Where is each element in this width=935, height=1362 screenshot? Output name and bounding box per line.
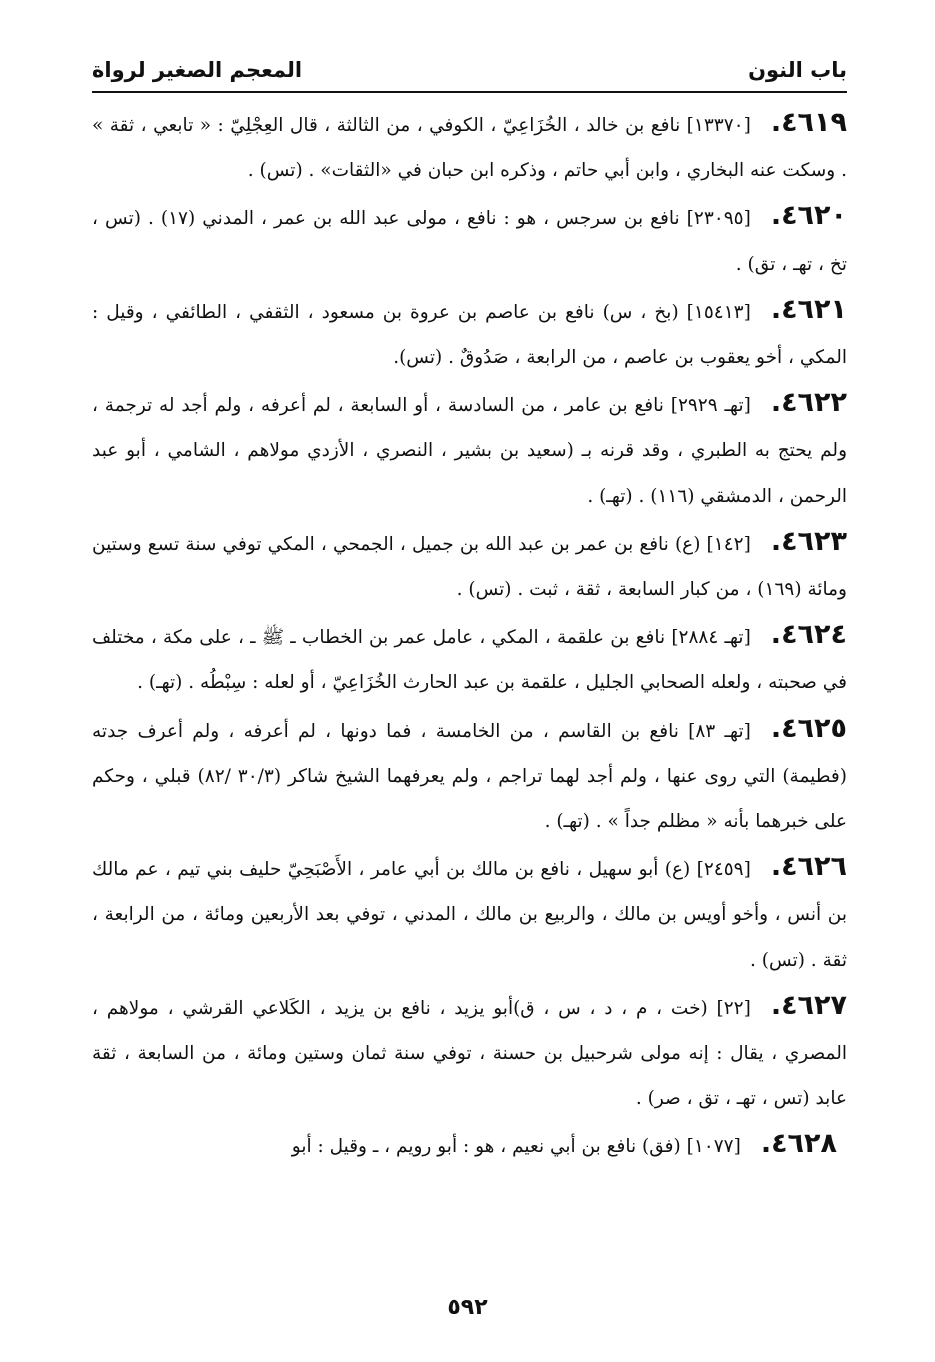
entry-text: [٢٣٠٩٥] نافع بن سرجس ، هو : نافع ، مولى عبد الله بن عمر ، المدني (١٧) . (تس ، تخ ، تهـ ، تق) . xyxy=(92,208,847,275)
narrator-entry-4621 xyxy=(92,287,847,380)
entry-text: [١٠٧٧] (فق) نافع بن أبي نعيم ، هو : أبو رويم ، ـ وقيل : أبو xyxy=(291,1136,741,1158)
running-header xyxy=(92,42,847,82)
entry-number: ٤٦٢٧. xyxy=(770,989,847,1021)
entry-number: ٤٦٢٦. xyxy=(770,851,847,883)
narrator-entry-4628 xyxy=(92,1121,847,1169)
entry-text: [١٤٢] (ع) نافع بن عمر بن عبد الله بن جميل ، الجمحي ، المكي توفي سنة تسع وستين ومائة (١٦٩) ، من كبار السابعة ، ثقة ، ثبت . (تس) . xyxy=(92,533,847,601)
narrator-entry-4620 xyxy=(92,193,847,286)
entry-number: ٤٦٢٠. xyxy=(770,200,847,232)
entry-text: [١٥٤١٣] (بخ ، س) نافع بن عاصم بن عروة بن مسعود ، الثقفي ، الطائفي ، وقيل : المكي ، أخو يعقوب بن عاصم ، من الرابعة ، صَدُوقٌ . (تس). xyxy=(92,301,847,369)
entry-number: ٤٦٢٣. xyxy=(770,525,847,557)
narrator-entry-4622 xyxy=(92,380,847,519)
header-divider xyxy=(92,91,847,93)
entry-text: [١٣٣٧٠] نافع بن خالد ، الخُزَاعِيّ ، الكوفي ، من الثالثة ، قال العِجْلِيّ : « تابعي ، ثقة » . وسكت عنه البخاري ، وابن أبي حاتم ، وذكره ابن حبان في «الثقات» . (تس) . xyxy=(92,115,847,182)
entry-text: [تهـ ٢٩٢٩] نافع بن عامر ، من السادسة ، أو السابعة ، لم أعرفه ، ولم أجد له ترجمة ، ولم يحتج به الطبري ، وقد قرنه بـ (سعيد بن بشير ، النصري ، الأزدي مولاهم ، الشامي ، أبو عبد الرحمن ، الدمشقي (١١٦) . (تهـ) . xyxy=(92,395,847,507)
entry-number: ٤٦٢٥. xyxy=(770,712,847,744)
entry-number: ٤٦٢٤. xyxy=(770,619,847,651)
entry-text: [٢٤٥٩] (ع) أبو سهيل ، نافع بن مالك بن أبي عامر ، الأَصْبَحِيّ حليف بني تيم ، عم مالك بن أنس ، وأخو أويس بن مالك ، والربيع بن مالك ، المدني ، توفي بعد الأربعين ومائة ، من الرابعة ، ثقة . (تس) . xyxy=(92,859,847,971)
entry-text: [٢٢] (خت ، م ، د ، س ، ق)أبو يزيد ، نافع بن يزيد ، الكَلاعي القرشي ، مولاهم ، المصري ، يقال : إنه مولى شرحبيل بن حسنة ، توفي سنة ثمان وستين ومائة ، من السابعة ، ثقة عابد (تس ، تهـ ، تق ، صر) . xyxy=(92,997,847,1110)
narrator-entry-4624 xyxy=(92,612,847,705)
entry-number: ٤٦١٩. xyxy=(770,107,847,138)
entry-number: ٤٦٢١. xyxy=(770,293,847,325)
page-number: ٥٩٢ xyxy=(447,1295,488,1320)
chapter-title: باب النون xyxy=(748,58,847,82)
entries-list xyxy=(92,100,847,1170)
narrator-entry-4627 xyxy=(92,983,847,1122)
narrator-entry-4619 xyxy=(92,100,847,193)
narrator-entry-4623 xyxy=(92,519,847,612)
entry-text: [تهـ ٢٨٨٤] نافع بن علقمة ، المكي ، عامل عمر بن الخطاب ـ ﷺ ـ ، على مكة ، مختلف في صحبته ، ولعله الصحابي الجليل ، علقمة بن عبد الحارث الخُزَاعِيّ ، أو لعله : سِبْطُه . (تهـ) . xyxy=(92,627,847,694)
narrator-entry-4625 xyxy=(92,706,847,845)
entry-text: [تهـ ٨٣] نافع بن القاسم ، من الخامسة ، فما دونها ، لم أعرفه ، ولم أعرف جدته (فطيمة) التي روى عنها ، ولم أجد لهما تراجم ، ولم يعرفهما الشيخ شاكر (٣٠/٣ /٨٢) قبلي ، وحكم على خبرهما بأنه « مظلم جداً » . (تهـ) . xyxy=(92,720,847,833)
entry-number: ٤٦٢٨. xyxy=(760,1128,837,1160)
book-title: المعجم الصغير لرواة xyxy=(92,58,303,82)
narrator-entry-4626 xyxy=(92,844,847,983)
entry-number: ٤٦٢٢. xyxy=(770,387,847,419)
